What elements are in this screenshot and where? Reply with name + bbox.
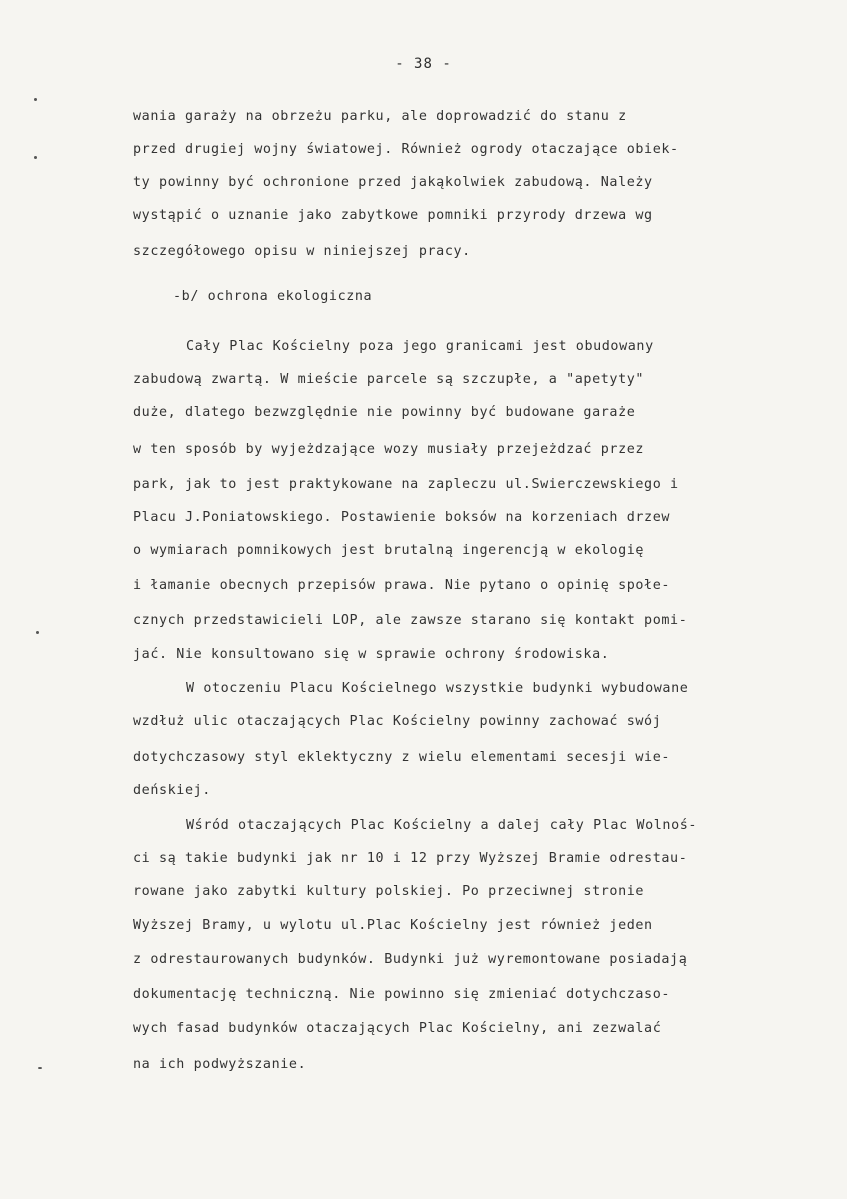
text-line: o wymiarach pomnikowych jest brutalną ingerencją w ekologię: [133, 543, 645, 558]
text-line: ci są takie budynki jak nr 10 i 12 przy Wyższej Bramie odrestau-: [133, 851, 688, 866]
text-line: i łamanie obecnych przepisów prawa. Nie pytano o opinię społe-: [133, 578, 671, 593]
text-line: wych fasad budynków otaczających Plac Kościelny, ani zezwalać: [133, 1021, 662, 1036]
text-line: Placu J.Poniatowskiego. Postawienie boksów na korzeniach drzew: [133, 510, 671, 525]
text-line: na ich podwyższanie.: [133, 1057, 307, 1072]
text-line: dokumentację techniczną. Nie powinno się zmieniać dotychczaso-: [133, 987, 671, 1002]
text-line: rowane jako zabytki kultury polskiej. Po przeciwnej stronie: [133, 884, 645, 899]
text-line: Wśród otaczających Plac Kościelny a dalej cały Plac Wolnoś-: [186, 818, 698, 833]
text-line: z odrestaurowanych budynków. Budynki już wyremontowane posiadają: [133, 952, 688, 967]
text-line: W otoczeniu Placu Kościelnego wszystkie budynki wybudowane: [186, 681, 689, 696]
text-line: szczegółowego opisu w niniejszej pracy.: [133, 244, 471, 259]
text-line: przed drugiej wojny światowej. Również ogrody otaczające obiek-: [133, 142, 679, 157]
text-line: wzdłuż ulic otaczających Plac Kościelny powinny zachować swój: [133, 714, 662, 729]
text-line: Cały Plac Kościelny poza jego granicami jest obudowany: [186, 339, 654, 354]
scan-speck: [36, 631, 39, 634]
text-line: cznych przedstawicieli LOP, ale zawsze starano się kontakt pomi-: [133, 613, 688, 628]
text-line: Wyższej Bramy, u wylotu ul.Plac Kościelny jest również jeden: [133, 918, 653, 933]
scan-speck: [38, 1067, 42, 1069]
section-heading: -b/ ochrona ekologiczna: [173, 289, 373, 304]
page-number: - 38 -: [395, 56, 452, 72]
scan-speck: [34, 98, 37, 101]
text-line: ty powinny być ochronione przed jakąkolwiek zabudową. Należy: [133, 175, 653, 190]
scan-speck: [34, 156, 37, 159]
text-line: park, jak to jest praktykowane na zapleczu ul.Swierczewskiego i: [133, 477, 679, 492]
text-line: wania garaży na obrzeżu parku, ale doprowadzić do stanu z: [133, 109, 627, 124]
text-line: w ten sposób by wyjeżdzające wozy musiały przejeżdzać przez: [133, 442, 645, 457]
text-line: zabudową zwartą. W mieście parcele są szczupłe, a "apetyty": [133, 372, 645, 387]
text-line: wystąpić o uznanie jako zabytkowe pomniki przyrody drzewa wg: [133, 208, 653, 223]
text-line: duże, dlatego bezwzględnie nie powinny być budowane garaże: [133, 405, 636, 420]
text-line: jać. Nie konsultowano się w sprawie ochrony środowiska.: [133, 647, 610, 662]
text-line: dotychczasowy styl eklektyczny z wielu elementami secesji wie-: [133, 750, 671, 765]
text-line: deńskiej.: [133, 783, 211, 798]
